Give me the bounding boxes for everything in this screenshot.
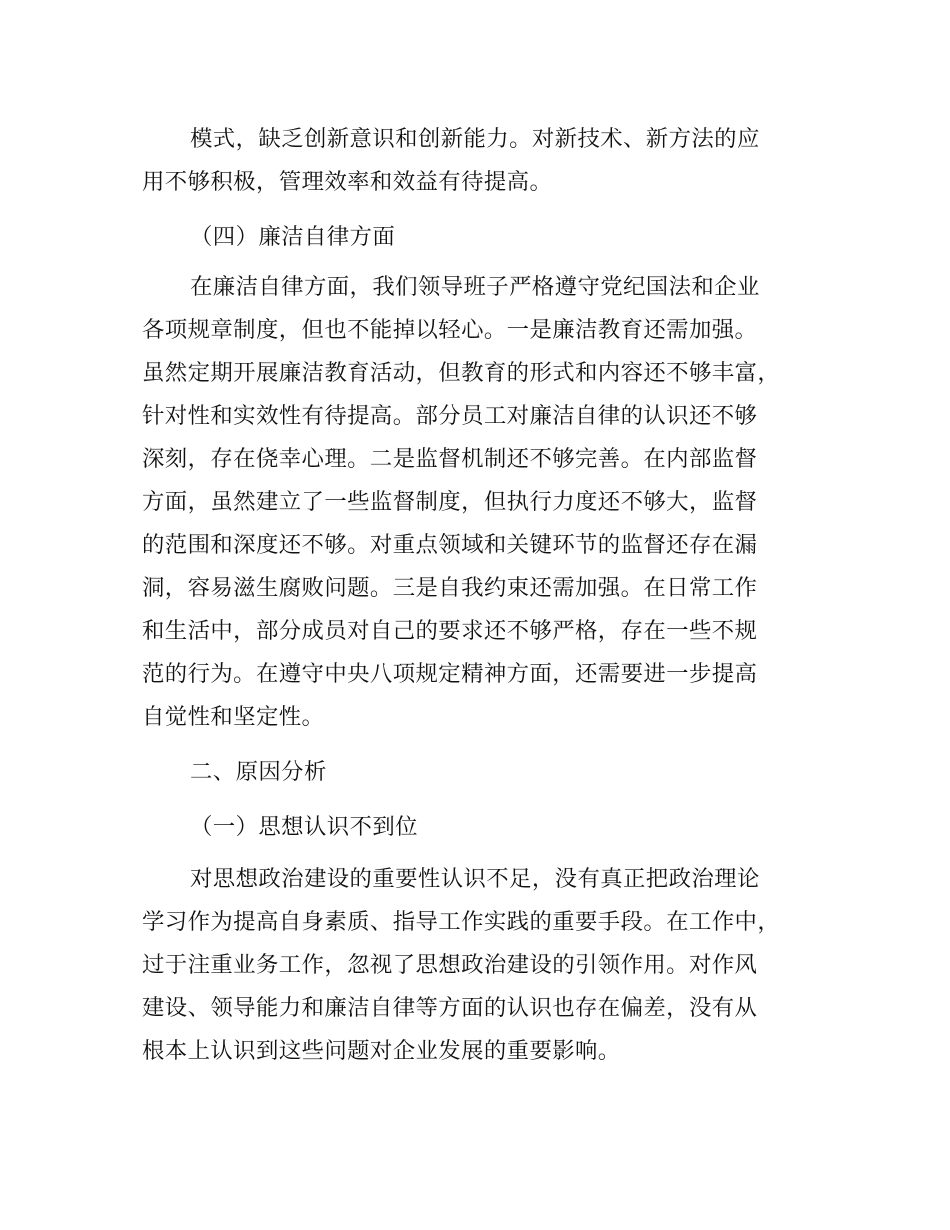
paragraph-line: 对思想政治建设的重要性认识不足，没有真正把政治理论 xyxy=(190,866,760,892)
paragraph-line: 的范围和深度还不够。对重点领域和关键环节的监督还存在漏 xyxy=(142,532,758,558)
paragraph-line: 虽然定期开展廉洁教育活动，但教育的形式和内容还不够丰富， xyxy=(142,360,781,386)
chapter-heading-reason-analysis: 二、原因分析 xyxy=(190,759,327,785)
paragraph-line: 学习作为提高自身素质、指导工作实践的重要手段。在工作中， xyxy=(142,909,781,935)
section-heading-thinking: （一）思想认识不到位 xyxy=(190,814,418,840)
paragraph-line: 自觉性和坚定性。 xyxy=(142,704,325,730)
paragraph-line: 在廉洁自律方面，我们领导班子严格遵守党纪国法和企业 xyxy=(190,274,760,300)
paragraph-line: 建设、领导能力和廉洁自律等方面的认识也存在偏差，没有从 xyxy=(142,995,758,1021)
paragraph-line: 根本上认识到这些问题对企业发展的重要影响。 xyxy=(142,1038,621,1064)
paragraph-line: 洞，容易滋生腐败问题。三是自我约束还需加强。在日常工作 xyxy=(142,575,758,601)
paragraph-line: 范的行为。在遵守中央八项规定精神方面，还需要进一步提高 xyxy=(142,661,758,687)
paragraph-line: 过于注重业务工作，忽视了思想政治建设的引领作用。对作风 xyxy=(142,952,758,978)
paragraph-line: 方面，虽然建立了一些监督制度，但执行力度还不够大，监督 xyxy=(142,489,758,515)
section-heading-lianjie: （四）廉洁自律方面 xyxy=(190,224,396,250)
paragraph-line: 和生活中，部分成员对自己的要求还不够严格，存在一些不规 xyxy=(142,618,758,644)
paragraph-line: 用不够积极，管理效率和效益有待提高。 xyxy=(142,169,553,195)
paragraph-line: 各项规章制度，但也不能掉以轻心。一是廉洁教育还需加强。 xyxy=(142,317,758,343)
paragraph-line: 模式，缺乏创新意识和创新能力。对新技术、新方法的应 xyxy=(190,126,760,152)
paragraph-line: 针对性和实效性有待提高。部分员工对廉洁自律的认识还不够 xyxy=(142,403,758,429)
paragraph-line: 深刻，存在侥幸心理。二是监督机制还不够完善。在内部监督 xyxy=(142,446,758,472)
